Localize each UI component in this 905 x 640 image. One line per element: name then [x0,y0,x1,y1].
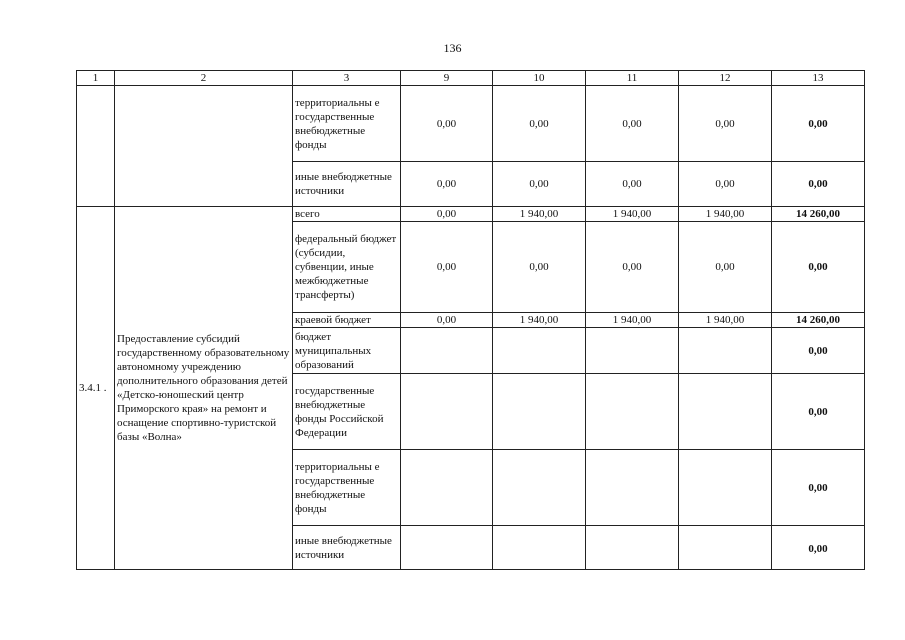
item-description: Предоставление субсидий государственному образовательному автономному учреждению дополнительного образования детей «Детско-юношеский центр Приморского края» на ремонт и оснащение спортивно-туристской базы «Волна» [115,207,293,570]
value-cell: 1 940,00 [586,207,679,222]
total-cell: 0,00 [772,328,865,374]
funding-source: всего [293,207,401,222]
value-cell [493,526,586,570]
table-row [77,207,865,222]
total-cell: 14 260,00 [772,207,865,222]
value-cell [679,328,772,374]
value-cell: 0,00 [586,86,679,162]
header-cell: 1 [77,71,115,86]
value-cell: 0,00 [493,162,586,207]
value-cell: 1 940,00 [586,313,679,328]
total-cell: 0,00 [772,222,865,313]
value-cell: 0,00 [401,207,493,222]
header-cell: 12 [679,71,772,86]
funding-source: иные внебюджетные источники [293,162,401,207]
value-cell: 0,00 [679,222,772,313]
funding-source: территориальны е государственные внебюджетные фонды [293,450,401,526]
value-cell [586,526,679,570]
total-cell: 0,00 [772,86,865,162]
value-cell: 1 940,00 [493,207,586,222]
funding-source: территориальны е государственные внебюджетные фонды [293,86,401,162]
item-number: 3.4.1 . [77,207,115,570]
value-cell [679,450,772,526]
funding-source: краевой бюджет [293,313,401,328]
total-cell: 0,00 [772,450,865,526]
value-cell: 0,00 [493,222,586,313]
value-cell: 0,00 [401,313,493,328]
value-cell [401,450,493,526]
value-cell [586,328,679,374]
table-row [77,86,865,162]
funding-source: бюджет муниципальных образований [293,328,401,374]
total-cell: 14 260,00 [772,313,865,328]
value-cell [586,450,679,526]
value-cell [586,374,679,450]
header-cell: 13 [772,71,865,86]
value-cell [493,374,586,450]
page-number: 136 [443,41,462,55]
header-cell: 11 [586,71,679,86]
empty-description-cell [115,86,293,207]
header-cell: 2 [115,71,293,86]
value-cell [401,328,493,374]
budget-table [76,70,865,570]
total-cell: 0,00 [772,526,865,570]
empty-number-cell [77,86,115,207]
value-cell: 0,00 [586,162,679,207]
header-cell: 3 [293,71,401,86]
value-cell: 1 940,00 [679,207,772,222]
header-cell: 9 [401,71,493,86]
value-cell: 0,00 [679,162,772,207]
value-cell: 0,00 [493,86,586,162]
value-cell: 0,00 [679,86,772,162]
funding-source: федеральный бюджет (субсидии, субвенции, иные межбюджетные трансферты) [293,222,401,313]
value-cell: 0,00 [401,86,493,162]
value-cell: 1 940,00 [493,313,586,328]
header-cell: 10 [493,71,586,86]
funding-source: государственные внебюджетные фонды Российской Федерации [293,374,401,450]
value-cell [679,374,772,450]
total-cell: 0,00 [772,162,865,207]
value-cell [493,328,586,374]
value-cell [493,450,586,526]
header-row [77,71,865,86]
value-cell [401,526,493,570]
value-cell [401,374,493,450]
value-cell [679,526,772,570]
value-cell: 1 940,00 [679,313,772,328]
value-cell: 0,00 [401,162,493,207]
value-cell: 0,00 [401,222,493,313]
value-cell: 0,00 [586,222,679,313]
funding-source: иные внебюджетные источники [293,526,401,570]
total-cell: 0,00 [772,374,865,450]
